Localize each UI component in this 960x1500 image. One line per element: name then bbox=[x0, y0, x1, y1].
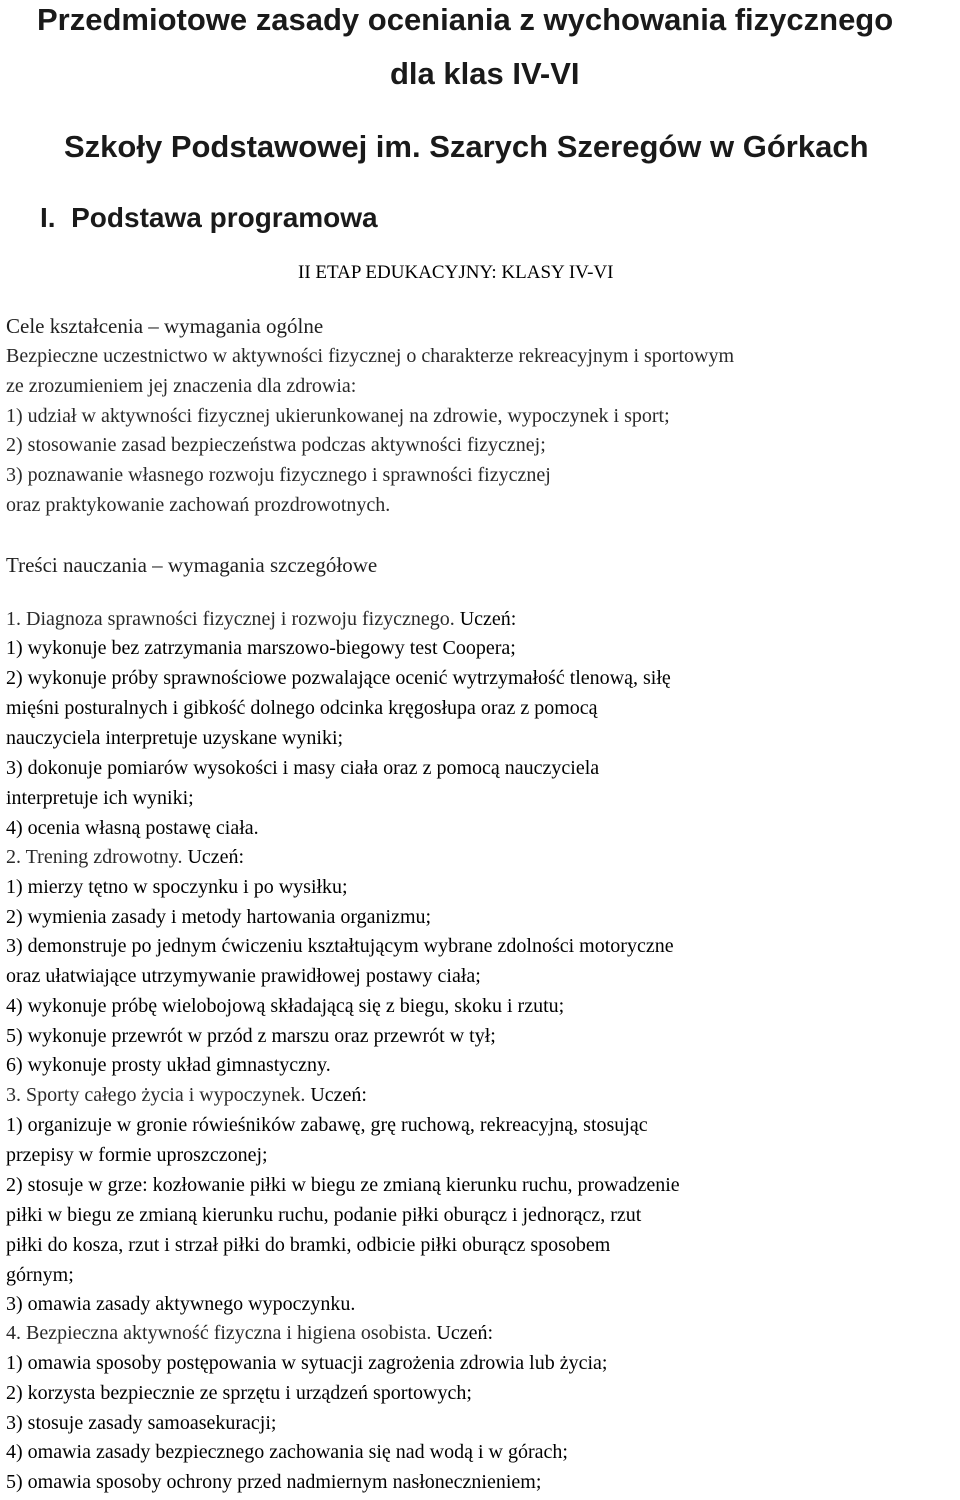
cele-line: 1) udział w aktywności fizycznej ukierunkowanej na zdrowie, wypoczynek i sport; bbox=[6, 405, 670, 427]
topic-title: 1. Diagnoza sprawności fizycznej i rozwoju fizycznego. bbox=[6, 608, 455, 630]
topic-line: 3) stosuje zasady samoasekuracji; bbox=[6, 1412, 277, 1434]
topic-line: 5) wykonuje przewrót w przód z marszu oraz przewrót w tył; bbox=[6, 1025, 496, 1047]
section-heading-podstawa: I. Podstawa programowa bbox=[40, 202, 378, 233]
topic-uczen: Uczeń: bbox=[305, 1084, 367, 1106]
topic-line: 4) ocenia własną postawę ciała. bbox=[6, 817, 259, 839]
topic-heading bbox=[6, 1323, 493, 1343]
topic-line: 1) wykonuje bez zatrzymania marszowo-biegowy test Coopera; bbox=[6, 637, 516, 659]
topic-line: 2) stosuje w grze: kozłowanie piłki w biegu ze zmianą kierunku ruchu, prowadzenie bbox=[6, 1174, 680, 1196]
cele-line: ze zrozumieniem jej znaczenia dla zdrowia: bbox=[6, 375, 357, 397]
topic-line: górnym; bbox=[6, 1264, 74, 1286]
topic-uczen: Uczeń: bbox=[454, 608, 517, 630]
topic-line: 3) omawia zasady aktywnego wypoczynku. bbox=[6, 1293, 356, 1315]
topic-line: 3) demonstruje po jednym ćwiczeniu kształtującym wybrane zdolności motoryczne bbox=[6, 935, 674, 957]
cele-line: Bezpieczne uczestnictwo w aktywności fizycznej o charakterze rekreacyjnym i sportowym bbox=[6, 345, 735, 367]
topic-line: piłki w biegu ze zmianą kierunku ruchu, podanie piłki oburącz i jednorącz, rzut bbox=[6, 1204, 642, 1226]
topic-line: 1) organizuje w gronie rówieśników zabawę, grę ruchową, rekreacyjną, stosując bbox=[6, 1114, 648, 1136]
topic-line: 2) wymienia zasady i metody hartowania organizmu; bbox=[6, 906, 432, 928]
topic-heading bbox=[6, 1085, 367, 1105]
tresci-heading: Treści nauczania – wymagania szczegółowe bbox=[6, 553, 378, 577]
topic-line: 2) korzysta bezpiecznie ze sprzętu i urządzeń sportowych; bbox=[6, 1382, 472, 1404]
title-line-2: dla klas IV-VI bbox=[390, 56, 580, 91]
topic-heading bbox=[6, 847, 244, 867]
topic-title: 4. Bezpieczna aktywność fizyczna i higiena osobista. bbox=[6, 1322, 432, 1344]
topic-line: 5) omawia sposoby ochrony przed nadmiernym nasłonecznieniem; bbox=[6, 1471, 542, 1493]
etap-heading: II ETAP EDUKACYJNY: KLASY IV-VI bbox=[298, 262, 614, 283]
title-line-1: Przedmiotowe zasady oceniania z wychowania fizycznego bbox=[37, 2, 894, 37]
topic-line: piłki do kosza, rzut i strzał piłki do bramki, odbicie piłki oburącz sposobem bbox=[6, 1234, 611, 1256]
cele-line: 3) poznawanie własnego rozwoju fizycznego i sprawności fizycznej bbox=[6, 464, 551, 486]
topic-line: 1) omawia sposoby postępowania w sytuacji zagrożenia zdrowia lub życia; bbox=[6, 1352, 608, 1374]
cele-line: oraz praktykowanie zachowań prozdrowotnych. bbox=[6, 494, 391, 516]
topic-line: 1) mierzy tętno w spoczynku i po wysiłku; bbox=[6, 876, 348, 898]
topic-line: interpretuje ich wyniki; bbox=[6, 787, 194, 809]
topic-title: 2. Trening zdrowotny. bbox=[6, 846, 183, 868]
topic-line: 2) wykonuje próby sprawnościowe pozwalające ocenić wytrzymałość tlenową, siłę bbox=[6, 667, 671, 689]
topic-line: 4) wykonuje próbę wielobojową składającą się z biegu, skoku i rzutu; bbox=[6, 995, 565, 1017]
topic-line: przepisy w formie uproszczonej; bbox=[6, 1144, 268, 1166]
cele-line: 2) stosowanie zasad bezpieczeństwa podczas aktywności fizycznej; bbox=[6, 434, 546, 456]
topic-line: 6) wykonuje prosty układ gimnastyczny. bbox=[6, 1054, 331, 1076]
topic-line: mięśni posturalnych i gibkość dolnego odcinka kręgosłupa oraz z pomocą bbox=[6, 697, 598, 719]
topic-line: 3) dokonuje pomiarów wysokości i masy ciała oraz z pomocą nauczyciela bbox=[6, 757, 600, 779]
title-line-3: Szkoły Podstawowej im. Szarych Szeregów w Górkach bbox=[64, 129, 869, 164]
topic-uczen: Uczeń: bbox=[182, 846, 245, 868]
topic-line: 4) omawia zasady bezpiecznego zachowania się nad wodą i w górach; bbox=[6, 1441, 568, 1463]
topic-uczen: Uczeń: bbox=[431, 1322, 494, 1344]
topic-heading bbox=[6, 609, 516, 629]
topic-line: oraz ułatwiające utrzymywanie prawidłowej postawy ciała; bbox=[6, 965, 481, 987]
cele-heading: Cele kształcenia – wymagania ogólne bbox=[6, 314, 324, 338]
topic-title: 3. Sporty całego życia i wypoczynek. bbox=[6, 1084, 306, 1106]
topic-line: nauczyciela interpretuje uzyskane wyniki; bbox=[6, 727, 344, 749]
